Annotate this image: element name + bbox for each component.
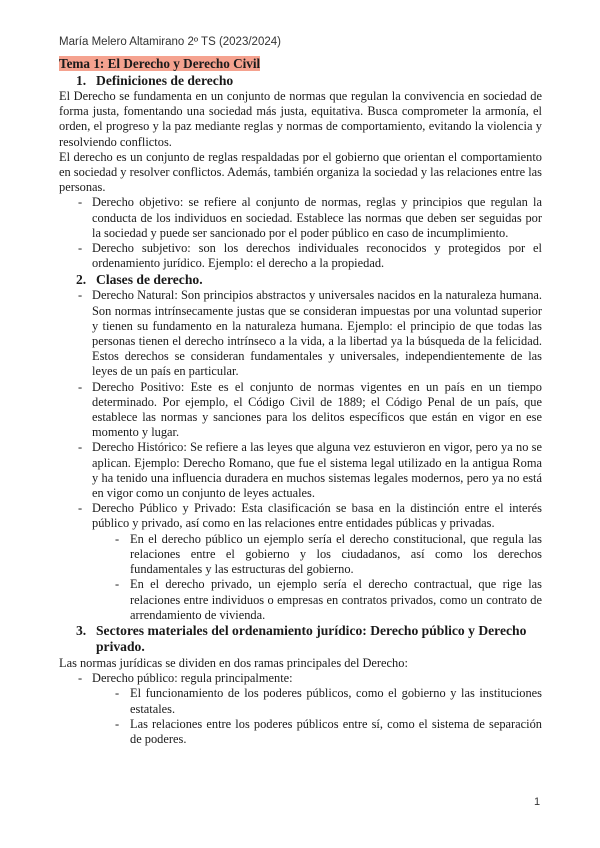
list-item: - Derecho Histórico: Se refiere a las leyes que alguna vez estuvieron en vigor, pero ya no se aplican. Ejemplo: Derecho Romano, que fue el sistema legal utilizado en la antigua Roma y ha tenido una influencia duradera en muchos sistemas legales modernos, pero ya no está en vigor como un conjunto de leyes actuales.	[78, 440, 542, 501]
dash-bullet-icon: -	[115, 686, 120, 701]
sub-list-item: - En el derecho privado, un ejemplo sería el derecho contractual, que rige las relaciones entre individuos o empresas en contratos privados, como un contrato de arrendamiento de vivienda.	[115, 577, 542, 622]
sub-list-item: - Las relaciones entre los poderes públicos entre sí, como el sistema de separación de poderes.	[115, 716, 542, 746]
section-3-heading: 3. Sectores materiales del ordenamiento jurídico: Derecho público y Derecho privado.	[76, 622, 527, 655]
dash-bullet-icon: -	[115, 531, 120, 546]
list-item: - Derecho Público y Privado: Esta clasificación se basa en la distinción entre el interés público y privado, así como en las relaciones entre entidades públicas y privadas. - En el derecho público un ejemplo sería el derecho constitucional, que regula las relaciones entre el gobierno y los ciudadanos, así como los derechos fundamentales y las estructuras del gobierno. - En el derecho privado, un ejemplo sería el derecho contractual, que rige las relaciones entre individuos o empresas en contratos privados, como un contrato de arrendamiento de vivienda.	[59, 501, 542, 623]
dash-bullet-icon: -	[78, 241, 83, 256]
section-2-heading: 2. Clases de derecho.	[76, 272, 203, 288]
section-2-bullet-list	[59, 288, 542, 622]
sub-list-item: - El funcionamiento de los poderes públicos, como el gobierno y las instituciones estatales.	[115, 686, 542, 716]
document-header: María Melero Altamirano 2º TS (2023/2024)	[59, 36, 281, 48]
dash-bullet-icon: -	[78, 379, 83, 394]
section-1-paragraph-2: El derecho es un conjunto de reglas respaldadas por el gobierno que orientan el comportamiento en sociedad y resolver conflictos. Además, también organiza la sociedad y las relaciones entre las personas.	[59, 149, 542, 195]
list-item: - Derecho subjetivo: son los derechos individuales reconocidos y protegidos por el ordenamiento jurídico. Ejemplo: el derecho a la propiedad.	[78, 241, 542, 271]
document-title: Tema 1: El Derecho y Derecho Civil	[59, 56, 261, 71]
page-number: 1	[534, 796, 541, 808]
list-item: - Derecho Positivo: Este es el conjunto de normas vigentes en un país en un tiempo determinado. Por ejemplo, el Código Civil de 1889; el Código Penal de un país, que establece las normas y sanciones para los delitos específicos que están en vigor en ese momento y lugar.	[78, 379, 542, 440]
section-1-heading: 1. Definiciones de derecho	[76, 73, 234, 88]
dash-bullet-icon: -	[78, 440, 83, 455]
section-3-bullet-list	[59, 671, 542, 747]
section-1-bullet-list	[59, 195, 542, 271]
sub-bullet-list	[92, 686, 542, 747]
dash-bullet-icon: -	[115, 716, 120, 731]
dash-bullet-icon: -	[78, 288, 83, 303]
list-item: - Derecho Natural: Son principios abstractos y universales nacidos en la naturaleza humana. Son normas intrínsecamente justas que se consideran impuestas por una voluntad superior y tienen su fundamento en la naturaleza humana. Ejemplo: el principio de que todas las personas tienen el derecho intrínseco a la vida, a la libertad ya la búsqueda de la felicidad. Estos derechos se consideran fundamentales y universales, independientemente de las leyes de un país en particular.	[78, 288, 542, 379]
sub-bullet-list	[92, 532, 542, 623]
dash-bullet-icon: -	[78, 195, 83, 210]
dash-bullet-icon: -	[78, 671, 83, 686]
dash-bullet-icon: -	[115, 577, 120, 592]
section-1-paragraph-1: El Derecho se fundamenta en un conjunto de normas que regulan la convivencia en sociedad de forma justa, fomentando una sociedad más justa, equitativa. Busca comprometer la armonía, el orden, el progreso y la paz mediante reglas y normas de comportamiento, evitando la violencia y resolviendo conflictos.	[59, 89, 542, 149]
document-body	[59, 56, 542, 747]
sub-list-item: - En el derecho público un ejemplo sería el derecho constitucional, que regula las relaciones entre el gobierno y los ciudadanos, así como los derechos fundamentales y las estructuras del gobierno.	[115, 531, 542, 577]
list-item: - Derecho objetivo: se refiere al conjunto de normas, reglas y principios que regulan la conducta de los individuos en sociedad. Establece las normas que deben ser seguidas por la sociedad y puede ser sancionado por el poder público en caso de incumplimiento.	[78, 195, 542, 240]
section-3-intro: Las normas jurídicas se dividen en dos ramas principales del Derecho:	[59, 655, 408, 670]
dash-bullet-icon: -	[78, 501, 83, 516]
list-item: - Derecho público: regula principalmente: - El funcionamiento de los poderes públicos, como el gobierno y las instituciones estatales. - Las relaciones entre los poderes públicos entre sí, como el sistema de separación de poderes.	[59, 671, 542, 747]
